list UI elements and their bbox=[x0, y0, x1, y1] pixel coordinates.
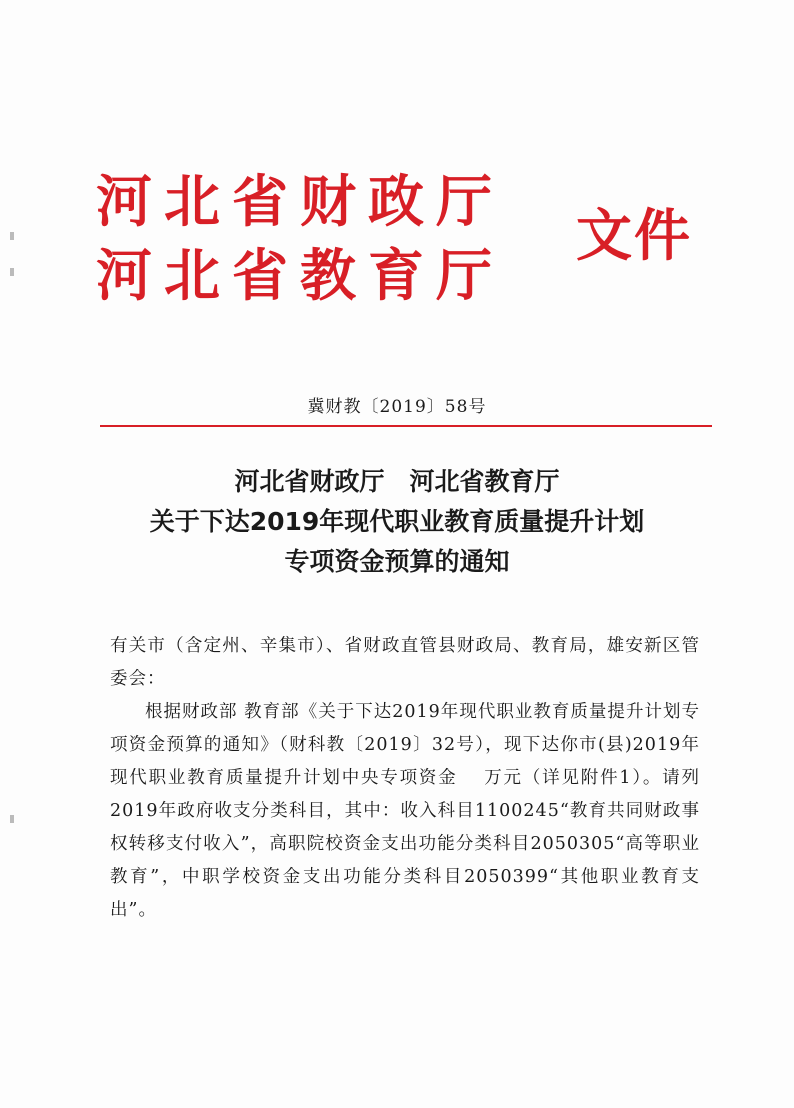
red-divider-rule bbox=[100, 425, 712, 427]
title-line-2: 关于下达2019年现代职业教育质量提升计划 bbox=[149, 507, 645, 536]
document-title bbox=[0, 462, 794, 582]
scan-margin-mark bbox=[10, 232, 14, 240]
title-line-3: 专项资金预算的通知 bbox=[284, 547, 510, 576]
document-body bbox=[110, 630, 700, 927]
body-paragraph: 根据财政部 教育部《关于下达2019年现代职业教育质量提升计划专项资金预算的通知》（财科教〔2019〕32号），现下达你市(县)2019年现代职业教育质量提升计划中央专项资金 万元（详见附件1）。请列2019年政府收支分类科目，其中：收入科目1100245“教育共同财政事权转移支付收入”，高职院校资金支出功能分类科目2050305“高等职业教育”，中职学校资金支出功能分类科目2050399“其他职业教育支出”。 bbox=[110, 702, 700, 920]
title-line-1: 河北省财政厅 河北省教育厅 bbox=[234, 467, 560, 496]
document-type-label: 文件 bbox=[576, 203, 692, 269]
document-header bbox=[96, 170, 716, 320]
issuing-org-education: 河北省教育厅 bbox=[96, 243, 504, 309]
scan-margin-mark bbox=[10, 268, 14, 276]
scan-margin-mark bbox=[10, 815, 14, 823]
salutation: 有关市（含定州、辛集市）、省财政直管县财政局、教育局，雄安新区管委会： bbox=[110, 636, 700, 689]
document-number: 冀财教〔2019〕58号 bbox=[307, 397, 487, 417]
issuing-org-finance: 河北省财政厅 bbox=[96, 169, 504, 235]
